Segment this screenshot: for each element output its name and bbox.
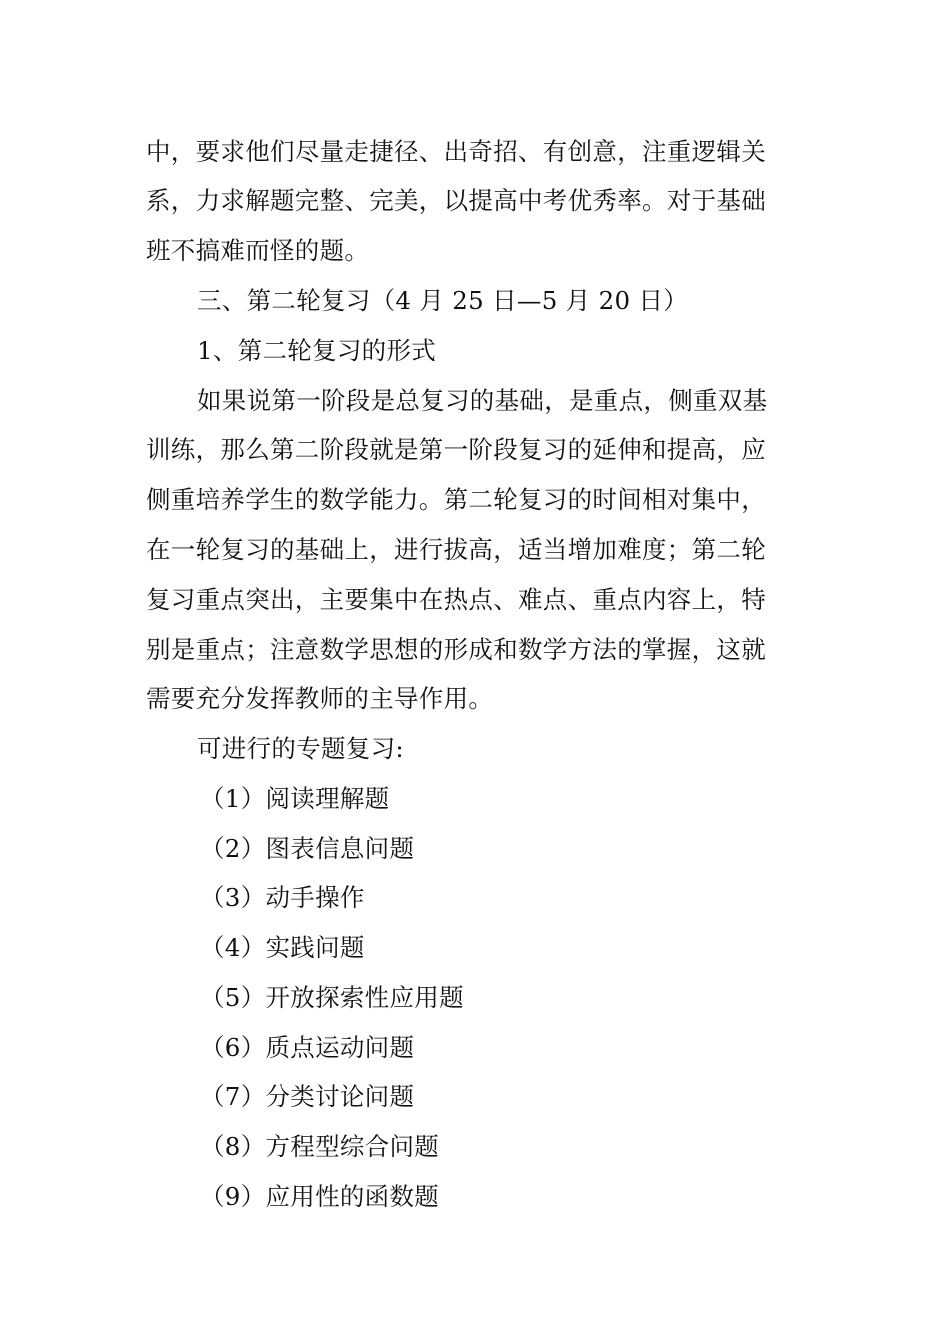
topic-item: （4）实践问题 (200, 933, 365, 962)
topic-item: （8）方程型综合问题 (200, 1132, 440, 1161)
text-line: 如果说第一阶段是总复习的基础，是重点，侧重双基 (197, 386, 768, 415)
topic-item: （3）动手操作 (200, 883, 365, 912)
topic-item: （9）应用性的函数题 (200, 1182, 440, 1211)
text-line: 训练，那么第二阶段就是第一阶段复习的延伸和提高，应 (146, 435, 766, 464)
topics-intro: 可进行的专题复习: (197, 734, 404, 763)
text-line: 侧重培养学生的数学能力。第二轮复习的时间相对集中， (146, 485, 766, 514)
text-line: 中，要求他们尽量走捷径、出奇招、有创意，注重逻辑关 (146, 137, 766, 166)
text-line: 复习重点突出，主要集中在热点、难点、重点内容上，特 (146, 585, 766, 614)
text-line: 系，力求解题完整、完美，以提高中考优秀率。对于基础 (146, 186, 766, 215)
topic-item: （7）分类讨论问题 (200, 1082, 415, 1111)
topic-item: （2）图表信息问题 (200, 834, 415, 863)
topic-item: （1）阅读理解题 (200, 784, 390, 813)
section-heading: 三、第二轮复习（4 月 25 日—5 月 20 日） (197, 286, 689, 315)
text-line: 在一轮复习的基础上，进行拔高，适当增加难度；第二轮 (146, 535, 766, 564)
topic-item: （5）开放探索性应用题 (200, 983, 464, 1012)
topic-item: （6）质点运动问题 (200, 1033, 415, 1062)
text-line: 班不搞难而怪的题。 (146, 236, 370, 265)
text-line: 别是重点；注意数学思想的形成和数学方法的掌握，这就 (146, 635, 766, 664)
text-line: 需要充分发挥教师的主导作用。 (146, 684, 494, 713)
subheading: 1、第二轮复习的形式 (197, 336, 437, 365)
